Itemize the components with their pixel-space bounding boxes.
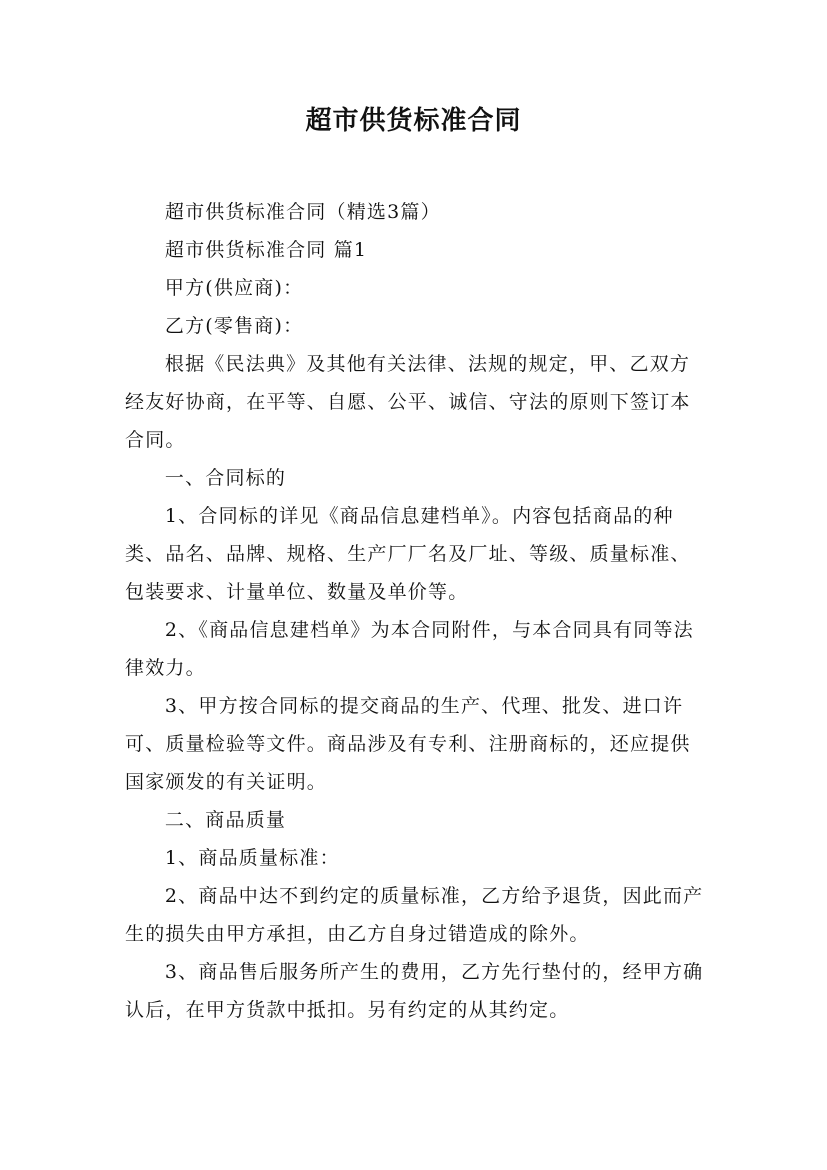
paragraph-heading-2: 二、商品质量: [164, 809, 287, 831]
paragraph-clause-1-1: 1、合同标的详见《商品信息建档单》。内容包括商品的种类、品名、品牌、规格、生产厂厂名及厂址、等级、质量标准、包装要求、计量单位、数量及单价等。: [125, 505, 691, 603]
document-body: [125, 193, 710, 1029]
paragraph-clause-2-2: 2、商品中达不到约定的质量标准，乙方给予退货，因此而产生的损失由甲方承担，由乙方自身过错造成的除外。: [125, 885, 704, 945]
paragraph-preamble: 根据《民法典》及其他有关法律、法规的规定，甲、乙双方经友好协商，在平等、自愿、公平、诚信、守法的原则下签订本合同。: [125, 353, 691, 451]
paragraph-party-b: 乙方(零售商)：: [164, 315, 304, 337]
document-title: 超市供货标准合同: [305, 106, 522, 136]
paragraph-heading-1: 一、合同标的: [164, 467, 287, 489]
paragraph-party-a: 甲方(供应商)：: [164, 277, 304, 299]
paragraph-subtitle: 超市供货标准合同（精选3篇）: [164, 201, 441, 223]
paragraph-clause-1-3: 3、甲方按合同标的提交商品的生产、代理、批发、进口许可、质量检验等文件。商品涉及有专利、注册商标的，还应提供国家颁发的有关证明。: [125, 695, 691, 793]
paragraph-clause-2-1: 1、商品质量标准：: [164, 847, 340, 869]
paragraph-section-heading: 超市供货标准合同 篇1: [164, 239, 368, 261]
paragraph-clause-2-3: 3、商品售后服务所产生的费用，乙方先行垫付的，经甲方确认后，在甲方货款中抵扣。另有约定的从其约定。: [125, 961, 704, 1021]
paragraph-clause-1-2: 2、《商品信息建档单》为本合同附件，与本合同具有同等法律效力。: [125, 619, 694, 679]
